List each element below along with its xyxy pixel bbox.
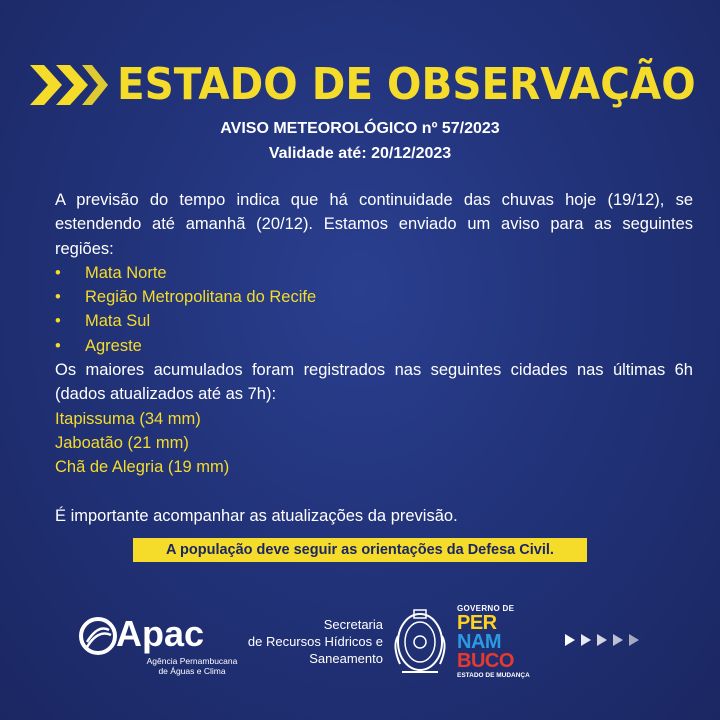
- secretaria-label: Secretaria de Recursos Hídricos e Saneamento: [247, 617, 383, 666]
- gov-top-label: GOVERNO DE: [457, 604, 515, 613]
- chevron-arrows-icon: [30, 61, 110, 109]
- apac-logo-icon: [78, 616, 118, 656]
- next-arrows-icon: [563, 632, 643, 648]
- list-item: • Mata Sul: [55, 312, 151, 331]
- governo-pernambuco-logo: [457, 604, 547, 684]
- gov-word-line3: BUCO: [457, 650, 514, 672]
- intro-paragraph: A previsão do tempo indica que há continuidade das chuvas hoje (19/12), se estendendo até amanhã (20/12). Estamos enviado um aviso para as seguintes regiões:: [55, 191, 693, 258]
- apac-subtitle: Agência Pernambucana de Águas e Clima: [146, 656, 238, 676]
- civil-defense-banner: A população deve seguir as orientações da Defesa Civil.: [133, 538, 587, 562]
- list-item: • Região Metropolitana do Recife: [55, 288, 317, 307]
- closing-paragraph: É importante acompanhar as atualizações da previsão.: [55, 506, 458, 525]
- apac-name: Apac: [116, 613, 205, 654]
- gov-word-line2: NAM: [457, 631, 502, 653]
- list-item: Chã de Alegria (19 mm): [55, 458, 230, 477]
- header: [30, 55, 700, 115]
- cities-list: [55, 407, 693, 480]
- state-seal-icon: [388, 606, 452, 678]
- list-item: Itapissuma (34 mm): [55, 409, 201, 428]
- warning-number: AVISO METEOROLÓGICO nº 57/2023: [220, 120, 500, 137]
- gov-bottom-label: ESTADO DE MUDANÇA: [457, 672, 530, 679]
- forecast-body: [55, 188, 693, 528]
- footer: [0, 600, 720, 690]
- page-title: ESTADO DE OBSERVAÇÃO: [117, 59, 696, 110]
- regions-list: [55, 261, 693, 358]
- list-item: Jaboatão (21 mm): [55, 433, 189, 452]
- list-item: • Mata Norte: [55, 263, 167, 282]
- list-item: • Agreste: [55, 336, 142, 355]
- accumulation-paragraph: Os maiores acumulados foram registrados nas seguintes cidades nas últimas 6h (dados atualizados até as 7h):: [55, 361, 693, 404]
- gov-word-line1: PER: [457, 612, 497, 634]
- validity-date: Validade até: 20/12/2023: [268, 145, 452, 162]
- apac-logo: [78, 612, 238, 676]
